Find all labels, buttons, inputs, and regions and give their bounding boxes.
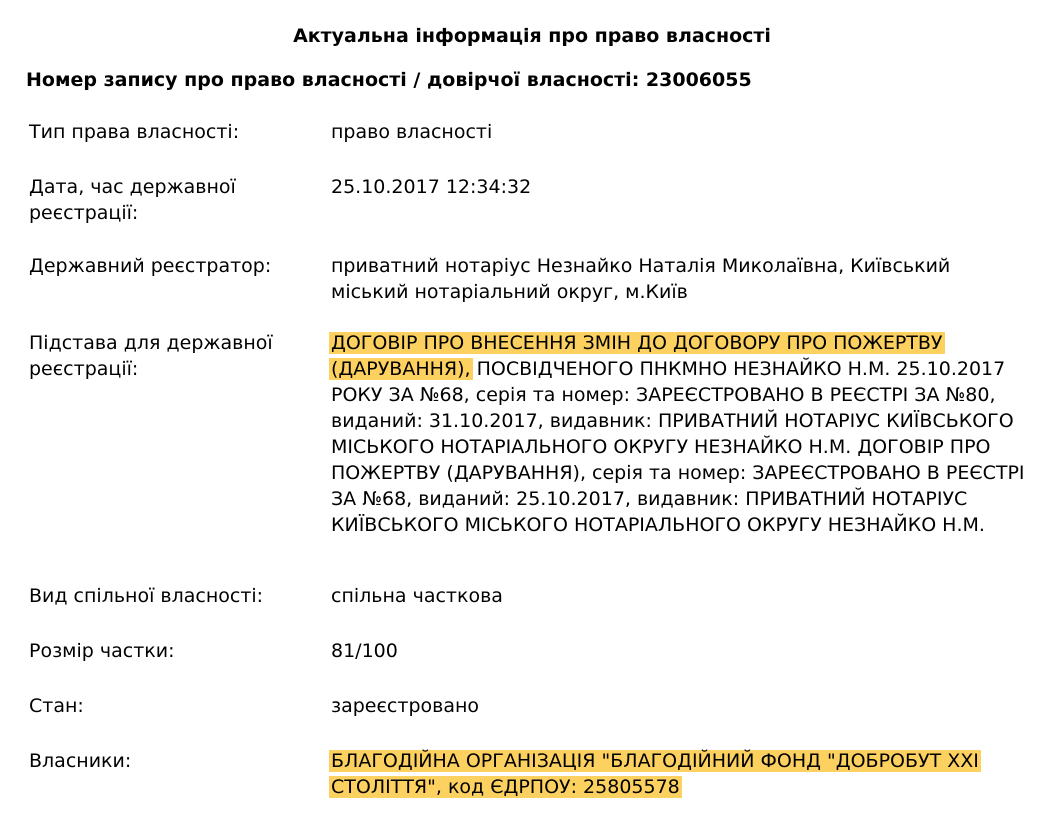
field-value <box>331 748 1031 800</box>
field-label: Державний реєстратор: <box>29 255 272 277</box>
field-value: 25.10.2017 12:34:32 <box>331 176 532 198</box>
page-title: Актуальна інформація про право власності <box>293 25 771 47</box>
field-value: зареєстровано <box>331 695 480 717</box>
field-label: Розмір частки: <box>29 640 175 662</box>
field-value-rest: ПОСВІДЧЕНОГО ПНКМНО НЕЗНАЙКО Н.М. 25.10.2017 РОКУ ЗА №68, серія та номер: ЗАРЕЄСТРОВАНО В РЕЄСТРІ ЗА №80, виданий: 31.10.2017, видавник: ПРИВАТНИЙ НОТАРІУС КИЇВСЬКОГО МІСЬКОГО НОТАРІАЛЬНОГО ОКРУГУ НЕЗНАЙКО Н.М. ДОГОВІР ПРО ПОЖЕРТВУ (ДАРУВАННЯ), серія та номер: ЗАРЕЄСТРОВАНО В РЕЄСТРІ ЗА №68, виданий: 25.10.2017, видавник: ПРИВАТНИЙ НОТАРІУС КИЇВСЬКОГО МІСЬКОГО НОТАРІАЛЬНОГО ОКРУГУ НЕЗНАЙКО Н.М. <box>331 358 1025 536</box>
record-number: Номер запису про право власності / довірчої власності: 23006055 <box>26 69 752 91</box>
field-value: 81/100 <box>331 640 398 662</box>
field-label: Тип права власності: <box>29 121 240 143</box>
field-value: право власності <box>331 121 493 143</box>
field-value: приватний нотаріус Незнайко Наталія Миколаївна, Київський міський нотаріальний округ, м.Київ <box>331 255 951 303</box>
highlighted-text: ДОГОВІР ПРО ВНЕСЕННЯ ЗМІН ДО ДОГОВОРУ ПРО ПОЖЕРТВУ (ДАРУВАННЯ), <box>331 332 943 380</box>
field-label: Стан: <box>29 695 84 717</box>
highlighted-text: БЛАГОДІЙНА ОРГАНІЗАЦІЯ "БЛАГОДІЙНИЙ ФОНД "ДОБРОБУТ ХХІ СТОЛІТТЯ", код ЄДРПОУ: 25805578 <box>331 750 979 798</box>
field-value <box>331 330 1031 538</box>
field-value: спільна часткова <box>331 585 503 607</box>
field-label: Вид спільної власності: <box>29 585 264 607</box>
field-label: Дата, час державної реєстрації: <box>29 176 236 224</box>
field-label: Власники: <box>29 750 132 772</box>
field-label: Підстава для державної реєстрації: <box>29 332 273 380</box>
